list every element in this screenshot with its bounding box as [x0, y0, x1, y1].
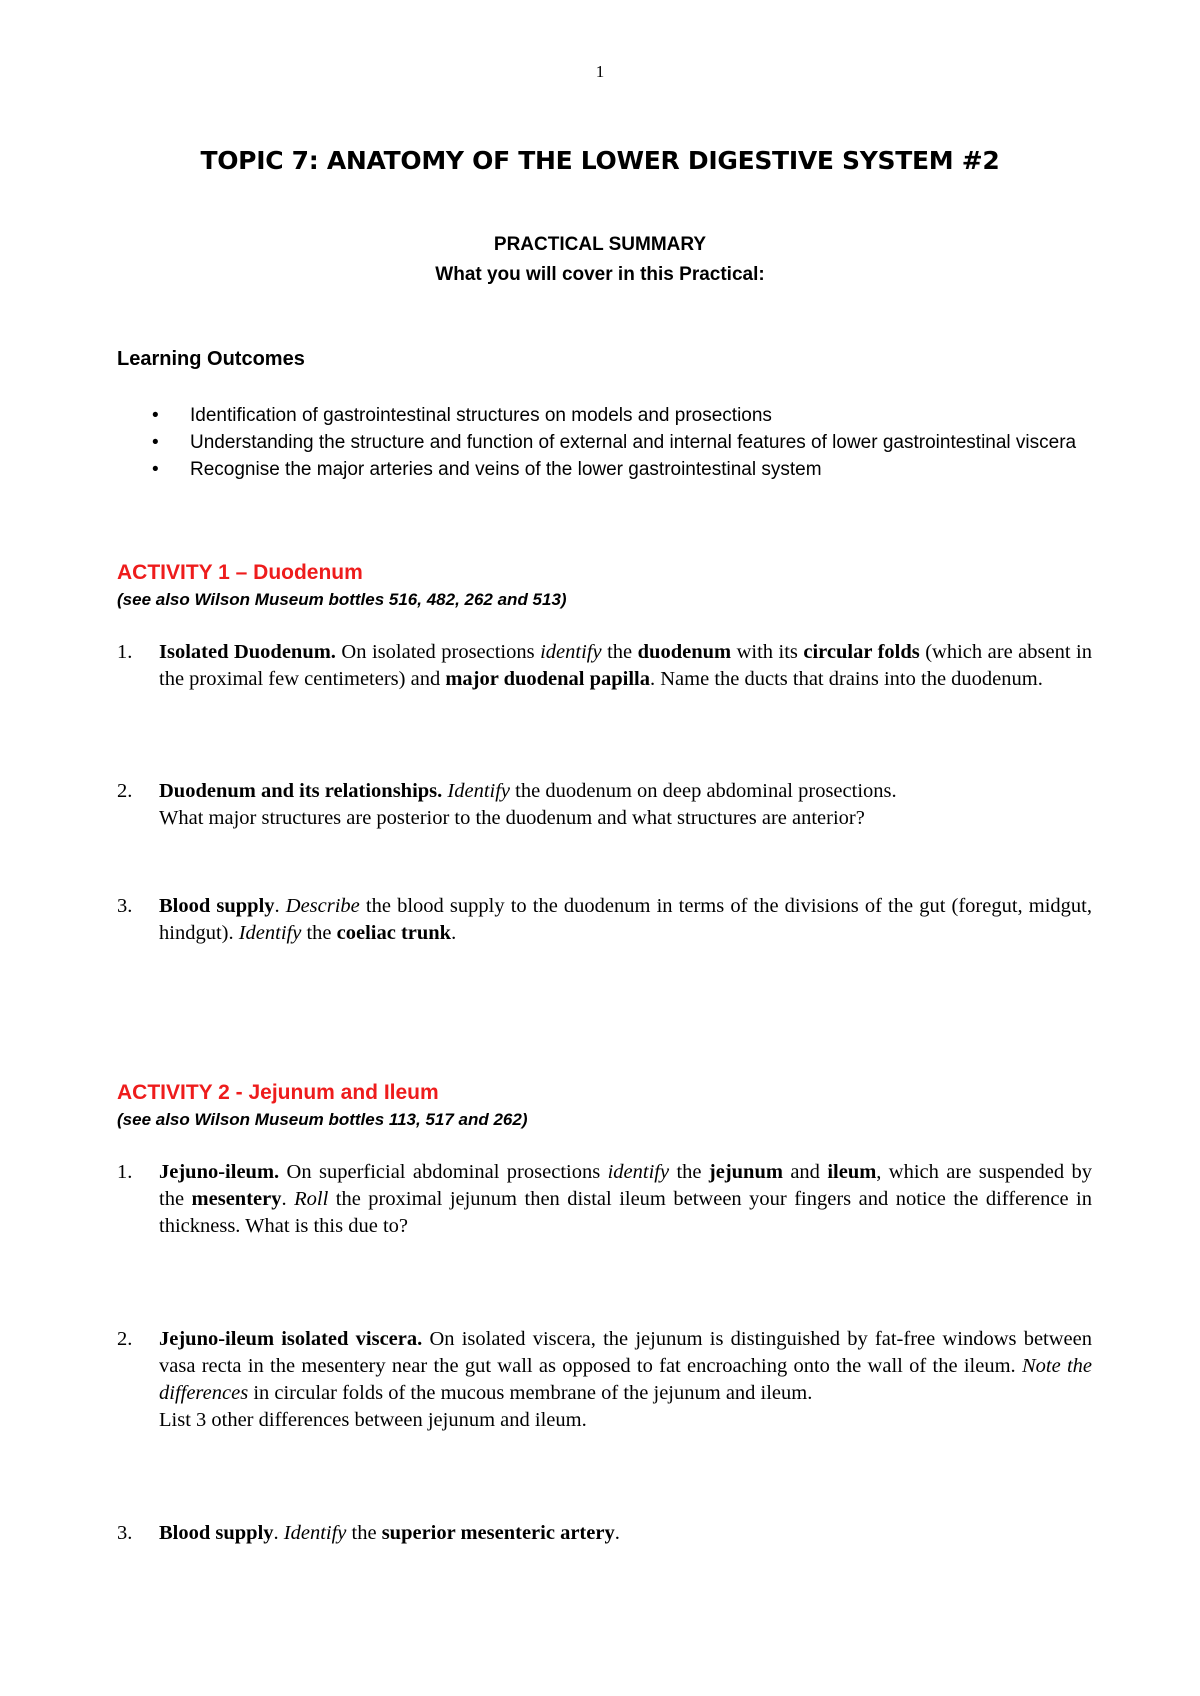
- bold-term: Duodenum and its relationships.: [159, 780, 443, 802]
- text-run: the: [601, 641, 638, 663]
- activity-2-item-1: [117, 1159, 1092, 1240]
- bold-term: duodenum: [637, 641, 732, 663]
- learning-outcomes-heading: Learning Outcomes: [117, 348, 305, 370]
- text-run: the duodenum on deep abdominal prosections.: [510, 780, 897, 802]
- learning-outcomes-list: [152, 404, 1092, 485]
- item-number: 3.: [117, 1522, 133, 1544]
- bold-term: jejunum: [708, 1161, 783, 1183]
- italic-term: identify: [607, 1161, 670, 1183]
- text-run: the: [346, 1522, 382, 1544]
- text-run: On isolated viscera, the jejunum is distinguished by fat-free windows between vasa recta in the mesentery near the gut wall as opposed to fat encroaching onto the wall of the ileum.: [159, 1328, 1092, 1377]
- item-number: 2.: [117, 1328, 133, 1350]
- text-run: , which are suspended by the: [159, 1161, 1093, 1210]
- activity-1-item-1: [117, 639, 1092, 693]
- bold-term: Blood supply: [159, 1522, 274, 1544]
- page-number: 1: [595, 62, 605, 81]
- practical-summary-subtitle: What you will cover in this Practical:: [435, 264, 765, 285]
- item-text: [159, 893, 1092, 947]
- text-run: On isolated prosections: [335, 641, 541, 663]
- text-run: (which are absent in the proximal few centimeters) and: [159, 641, 1092, 690]
- bold-term: ileum: [827, 1161, 877, 1183]
- text-run: .: [273, 1522, 284, 1544]
- activity-2-heading: ACTIVITY 2 - Jejunum and Ileum: [117, 1081, 439, 1104]
- bold-term: mesentery: [191, 1188, 282, 1210]
- italic-term: Identify: [238, 922, 302, 944]
- bold-term: Blood supply: [159, 895, 275, 917]
- activity-2-item-2: [117, 1326, 1092, 1434]
- item-number: 3.: [117, 895, 133, 917]
- text-run: On superficial abdominal prosections: [279, 1161, 608, 1183]
- italic-term: Roll: [294, 1188, 329, 1210]
- text-run: What major structures are posterior to the duodenum and what structures are anterior?: [159, 807, 865, 829]
- text-run: in circular folds of the mucous membrane of the jejunum and ileum.: [248, 1382, 813, 1404]
- italic-term: Note the differences: [159, 1355, 1093, 1404]
- text-run: .: [274, 895, 286, 917]
- practical-summary-label: PRACTICAL SUMMARY: [493, 234, 707, 255]
- item-number: 1.: [117, 1161, 133, 1183]
- italic-term: Describe: [285, 895, 360, 917]
- text-run: and: [782, 1161, 828, 1183]
- italic-term: Identify: [283, 1522, 347, 1544]
- text-run: with its: [731, 641, 804, 663]
- activity-1-see-also: (see also Wilson Museum bottles 516, 482, 262 and 513): [117, 590, 567, 609]
- bold-term: superior mesenteric artery: [381, 1522, 615, 1544]
- text-run: .: [614, 1522, 620, 1544]
- italic-term: Identify: [447, 780, 511, 802]
- item-number: 1.: [117, 641, 133, 663]
- learning-outcome-item: • Recognise the major arteries and veins of the lower gastrointestinal system: [152, 458, 1092, 482]
- item-text: [159, 639, 1092, 693]
- text-run: List 3 other differences between jejunum and ileum.: [159, 1409, 587, 1431]
- italic-term: identify: [540, 641, 602, 663]
- text-run: .: [281, 1188, 295, 1210]
- text-run: the: [301, 922, 337, 944]
- activity-1-heading: ACTIVITY 1 – Duodenum: [117, 561, 363, 584]
- bold-term: Jejuno-ileum isolated viscera.: [159, 1328, 423, 1350]
- bold-term: Jejuno-ileum.: [159, 1161, 280, 1183]
- item-text: [159, 778, 1092, 832]
- bold-term: coeliac trunk: [336, 922, 452, 944]
- item-text: [159, 1326, 1092, 1434]
- item-text: [159, 1159, 1092, 1240]
- bold-term: circular folds: [803, 641, 920, 663]
- document-title: TOPIC 7: ANATOMY OF THE LOWER DIGESTIVE SYSTEM #2: [200, 146, 1000, 175]
- text-run: .: [451, 922, 457, 944]
- learning-outcome-item: • Understanding the structure and function of external and internal features of lower gastrointestinal viscera: [152, 431, 1092, 455]
- activity-1-item-3: [117, 893, 1092, 947]
- learning-outcome-item: • Identification of gastrointestinal structures on models and prosections: [152, 404, 1092, 428]
- activity-1-item-2: [117, 778, 1092, 832]
- item-number: 2.: [117, 780, 133, 802]
- item-text: [159, 1520, 1092, 1547]
- bold-term: major duodenal papilla: [445, 668, 650, 690]
- text-run: the proximal jejunum then distal ileum between your fingers and notice the difference in thickness. What is this due to?: [159, 1188, 1092, 1237]
- activity-2-item-3: [117, 1520, 1092, 1547]
- text-run: the: [669, 1161, 709, 1183]
- activity-2-see-also: (see also Wilson Museum bottles 113, 517 and 262): [117, 1110, 528, 1129]
- text-run: . Name the ducts that drains into the duodenum.: [650, 668, 1043, 690]
- text-run: the blood supply to the duodenum in terms of the divisions of the gut (foregut, midgut, hindgut).: [159, 895, 1093, 944]
- bold-term: Isolated Duodenum.: [159, 641, 336, 663]
